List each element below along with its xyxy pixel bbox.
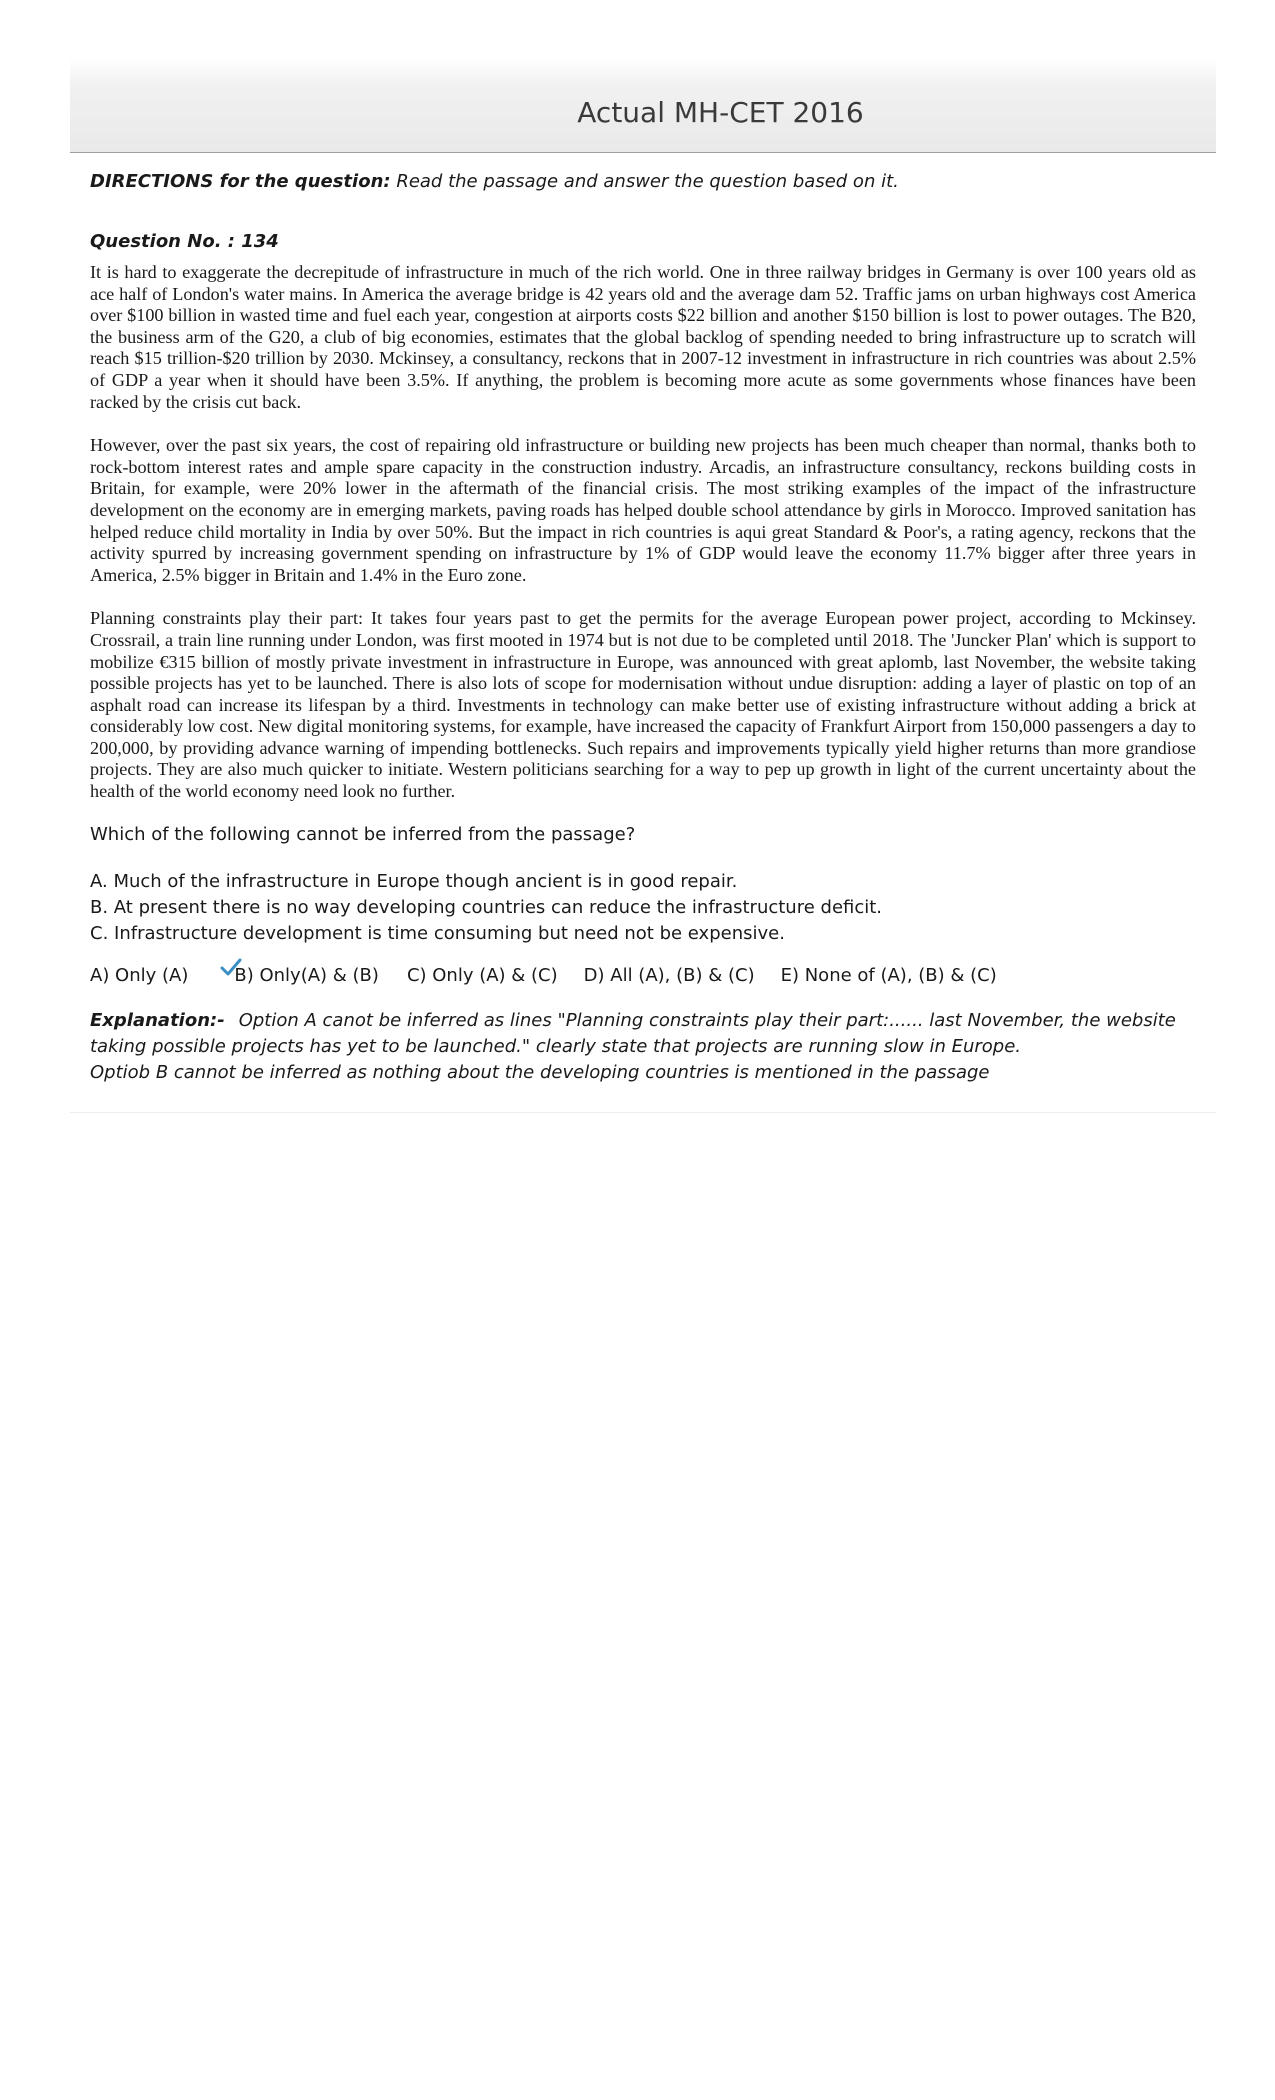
option-e[interactable]	[781, 965, 997, 986]
directions	[90, 169, 1196, 195]
explanation-text-1: Option A canot be inferred as lines "Planning constraints play their part:...... last November, the website taking possible projects has yet to be launched." clearly state that projects are running slow in Europe.	[90, 1009, 1176, 1057]
option-d-label: D) All (A), (B) & (C)	[583, 964, 755, 986]
option-d[interactable]	[584, 965, 755, 986]
option-c[interactable]	[407, 965, 558, 986]
option-e-label: E) None of (A), (B) & (C)	[780, 964, 997, 986]
passage	[90, 262, 1196, 803]
statement-a: A. Much of the infrastructure in Europe though ancient is in good repair.	[90, 870, 738, 892]
option-b-label: B) Only(A) & (B)	[234, 964, 379, 986]
statement-c: C. Infrastructure development is time consuming but need not be expensive.	[90, 922, 785, 944]
explanation-label: Explanation:-	[90, 1009, 225, 1031]
passage-paragraph-3: Planning constraints play their part: It takes four years past to get the permits for the average European power project, according to Mckinsey. Crossrail, a train line running under London, was first mooted in 1974 but is not due to be completed until 2018. The 'Juncker Plan' which is support to mobilize €315 billion of mostly private investment in infrastructure in Europe, was announced with great aplomb, last November, the website taking possible projects has yet to be launched. There is also lots of scope for modernisation without undue disruption: adding a layer of plastic on top of an asphalt road can increase its lifespan by a third. Investments in technology can make better use of existing infrastructure without adding a brick at considerably low cost. New digital monitoring systems, for example, have increased the capacity of Frankfurt Airport from 150,000 passengers a day to 200,000, by providing advance warning of impending bottlenecks. Such repairs and improvements typically yield higher returns than more grandiose projects. They are also much quicker to initiate. Western politicians searching for a way to pep up growth in light of the current uncertainty about the health of the world economy need look no further.	[90, 608, 1196, 802]
bottom-divider	[70, 1112, 1216, 1113]
answer-options	[90, 965, 1196, 986]
page-title: Actual MH-CET 2016	[577, 95, 864, 129]
directions-label: DIRECTIONS for the question:	[90, 171, 391, 192]
option-c-label: C) Only (A) & (C)	[406, 964, 558, 986]
question-number: Question No. : 134	[90, 231, 279, 252]
statements-list	[90, 869, 1196, 947]
option-b[interactable]	[234, 965, 379, 986]
question-content	[70, 169, 1216, 1086]
passage-paragraph-1: It is hard to exaggerate the decrepitude of infrastructure in much of the rich world. One in three railway bridges in Germany is over 100 years old as ace half of London's water mains. In America the average bridge is 42 years old and the average dam 52. Traffic jams on urban highways cost America over $100 billion in wasted time and fuel each year, congestion at airports costs $22 billion and another $150 billion is lost to power outages. The B20, the business arm of the G20, a club of big economies, estimates that the global backlog of spending needed to bring infrastructure up to scratch will reach $15 trillion-$20 trillion by 2030. Mckinsey, a consultancy, reckons that in 2007-12 investment in infrastructure in rich countries was about 2.5% of GDP a year when it should have been 3.5%. If anything, the problem is becoming more acute as some governments whose finances have been racked by the crisis cut back.	[90, 262, 1196, 412]
option-a[interactable]	[90, 965, 188, 986]
explanation-line-1	[90, 1008, 1196, 1060]
question-stem: Which of the following cannot be inferred from the passage?	[90, 823, 636, 845]
explanation	[90, 1008, 1196, 1086]
page-sheet	[70, 58, 1216, 1113]
explanation-line-2: Optiob B cannot be inferred as nothing about the developing countries is mentioned in the passage	[90, 1061, 990, 1083]
correct-check-icon	[220, 957, 242, 979]
page-header	[70, 58, 1216, 153]
directions-text: Read the passage and answer the question based on it.	[390, 171, 899, 192]
option-a-label: A) Only (A)	[90, 964, 189, 986]
passage-paragraph-2: However, over the past six years, the cost of repairing old infrastructure or building new projects has been much cheaper than normal, thanks both to rock-bottom interest rates and ample spare capacity in the construction industry. Arcadis, an infrastructure consultancy, reckons building costs in Britain, for example, were 20% lower in the aftermath of the financial crisis. The most striking examples of the impact of the infrastructure development on the economy are in emerging markets, paving roads has helped double school attendance by girls in Morocco. Improved sanitation has helped reduce child mortality in India by over 50%. But the impact in rich countries is aqui great Standard & Poor's, a rating agency, reckons that the activity spurred by increasing government spending on infrastructure by 1% of GDP would leave the economy 11.7% bigger after three years in America, 2.5% bigger in Britain and 1.4% in the Euro zone.	[90, 435, 1196, 585]
statement-b: B. At present there is no way developing countries can reduce the infrastructure deficit.	[90, 896, 883, 918]
